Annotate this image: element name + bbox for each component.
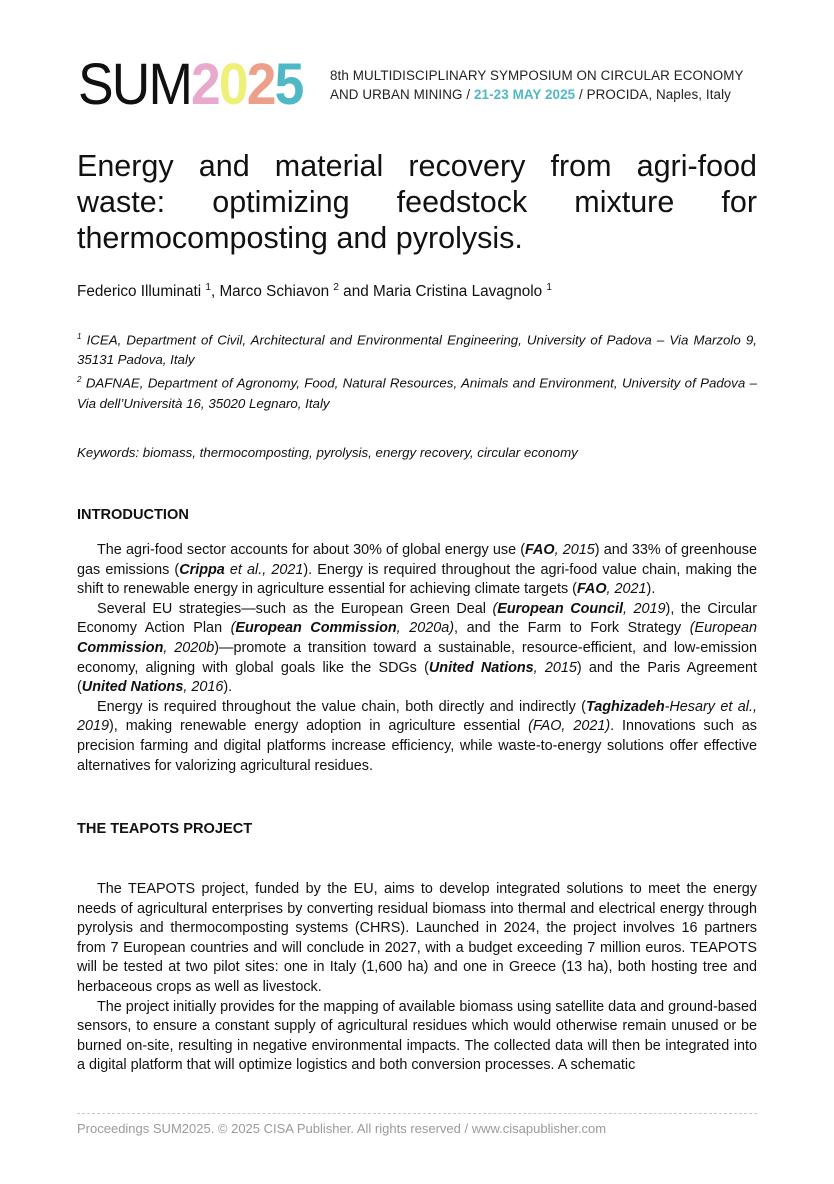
affiliations (77, 327, 757, 414)
body-text-run: ) and 33% of greenhouse gas emissions ( (77, 542, 757, 578)
body-text-run: , and the Farm to Fork Strategy (454, 620, 690, 637)
citation-text: Taghizadeh (585, 698, 665, 715)
section-heading-introduction: INTRODUCTION (77, 507, 189, 523)
author-affiliation-mark: 1 (546, 282, 552, 293)
citation-text: , 2016 (183, 679, 224, 696)
conference-line-1: 8th MULTIDISCIPLINARY SYMPOSIUM ON CIRCULAR ECONOMY (330, 68, 744, 83)
logo-digit: 2 (191, 52, 219, 117)
logo-digit: 0 (218, 52, 247, 117)
body-text-run: ). (223, 679, 233, 696)
affiliation-text: DAFNAE, Department of Agronomy, Food, Natural Resources, Animals and Environment, University of Padova – Via dell’Università 16, 35020 Legnaro, Italy (77, 375, 757, 411)
author-name: Maria Cristina Lavagnolo (372, 283, 543, 301)
body-text-run: Energy is required throughout the value chain, both directly and indirectly ( (97, 698, 586, 715)
conference-dates: 21-23 MAY 2025 (474, 87, 576, 102)
teapots-body (77, 880, 757, 1076)
citation-text: , 2020a) (396, 620, 455, 637)
body-text-run: Several EU strategies—such as the European Green Deal (97, 600, 493, 617)
body-text-run: The project initially provides for the mapping of available biomass using satellite data and ground-based sensors, to ensure a constant supply of agricultural residues which would otherwise remain unused or be burned on-site, resulting in negative environmental impacts. The collected data will then be integrated into a digital platform that will optimize logistics and both conversion processes. A schematic (77, 998, 757, 1074)
affiliation-text: ICEA, Department of Civil, Architectural and Environmental Engineering, University of Padova – Via Marzolo 9, 35131 Padova, Italy (77, 332, 757, 368)
introduction-body (77, 541, 757, 776)
citation-text: ( (230, 620, 236, 637)
citation-text: FAO (576, 581, 607, 598)
paragraph (77, 541, 757, 600)
citation-text: European Commission (235, 620, 397, 637)
conference-name-suffix: AND URBAN MINING / (330, 87, 474, 102)
author-separator: , (210, 283, 220, 301)
author-affiliation-mark: 1 (205, 282, 211, 293)
citation-text: European Council (497, 600, 623, 617)
author-name: Marco Schiavon (219, 283, 330, 301)
page-footer: Proceedings SUM2025. © 2025 CISA Publisher. All rights reserved / www.cisapublisher.com (77, 1121, 607, 1136)
affiliation (77, 370, 757, 413)
citation-text: United Nations (81, 679, 184, 696)
section-heading-teapots-project: THE TEAPOTS PROJECT (77, 821, 253, 837)
body-text-run: ). (646, 581, 656, 598)
body-text-run: ), making renewable energy adoption in agriculture essential (109, 718, 529, 735)
author-list (77, 282, 552, 301)
author-name: Federico Illuminati (77, 283, 202, 301)
conference-location: / PROCIDA, Naples, Italy (575, 87, 731, 102)
body-text-run: ). Energy is required throughout the agri-food value chain, making the shift to renewable energy in agriculture essential for achieving climate targets ( (77, 561, 758, 598)
body-text-run: The agri-food sector accounts for about 30% of global energy use ( (97, 542, 526, 558)
sum2025-logo (78, 52, 304, 117)
paper-title: Energy and material recovery from agri-food waste: optimizing feedstock mixture for thermocomposting and pyrolysis. (77, 149, 757, 255)
citation-text: , 2015 (554, 542, 595, 558)
body-text-run: The TEAPOTS project, funded by the EU, aims to develop integrated solutions to meet the energy needs of agricultural enterprises by converting residual biomass into thermal and electrical energy through pyrolysis and thermocomposting systems (CHRS). Launched in 2024, the project involves 16 partners from 7 European countries and will conclude in 2027, with a budget exceeding 7 million euros. TEAPOTS will be tested at two pilot sites: one in Italy (1,600 ha) and one in Greece (13 ha), both hosting tree and herbaceous crops as well as livestock. (77, 881, 757, 995)
citation-text: ( (492, 600, 498, 617)
citation-text: United Nations (428, 659, 534, 676)
body-text-run: )—promote a transition toward a sustainable, resource-efficient, and low-emission economy, aligning with global goals like the SDGs ( (77, 639, 757, 676)
paragraph (77, 698, 757, 776)
body-text-run: ), the Circular Economy Action Plan (77, 600, 757, 637)
affiliation (77, 327, 757, 370)
keywords: Keywords: biomass, thermocomposting, pyrolysis, energy recovery, circular economy (77, 445, 578, 460)
affiliation-mark: 2 (77, 375, 82, 385)
paragraph (77, 998, 757, 1076)
logo-digit: 5 (274, 52, 303, 117)
citation-text: FAO (525, 542, 555, 558)
conference-info (330, 66, 744, 104)
logo-sum-text: SUM (78, 52, 192, 117)
citation-text: et al., 2021 (224, 561, 304, 578)
author-affiliation-mark: 2 (333, 282, 339, 293)
paragraph (77, 880, 757, 998)
citation-text: (FAO, 2021) (528, 718, 611, 735)
paragraph (77, 600, 757, 698)
citation-text: -Hesary et al., 2019 (77, 698, 757, 735)
citation-text: , 2015 (533, 659, 577, 676)
citation-text: Crippa (179, 561, 225, 578)
affiliation-mark: 1 (77, 332, 82, 341)
logo-digit: 2 (246, 52, 275, 117)
citation-text: , 2021 (606, 581, 647, 598)
author-separator: and (338, 283, 373, 301)
citation-text: (European (689, 620, 757, 637)
citation-text: , 2019 (622, 600, 666, 617)
citation-text: Commission (77, 639, 164, 656)
body-text-run: ) and the Paris Agreement ( (77, 659, 757, 696)
conference-header (78, 52, 744, 117)
citation-text: , 2020b (163, 639, 215, 656)
footer-divider (77, 1113, 757, 1114)
conference-line-2 (330, 85, 744, 104)
body-text-run: . Innovations such as precision farming and digital platforms increase efficiency, while waste-to-energy solutions offer effective alternatives for valorizing agricultural residues. (77, 718, 757, 774)
